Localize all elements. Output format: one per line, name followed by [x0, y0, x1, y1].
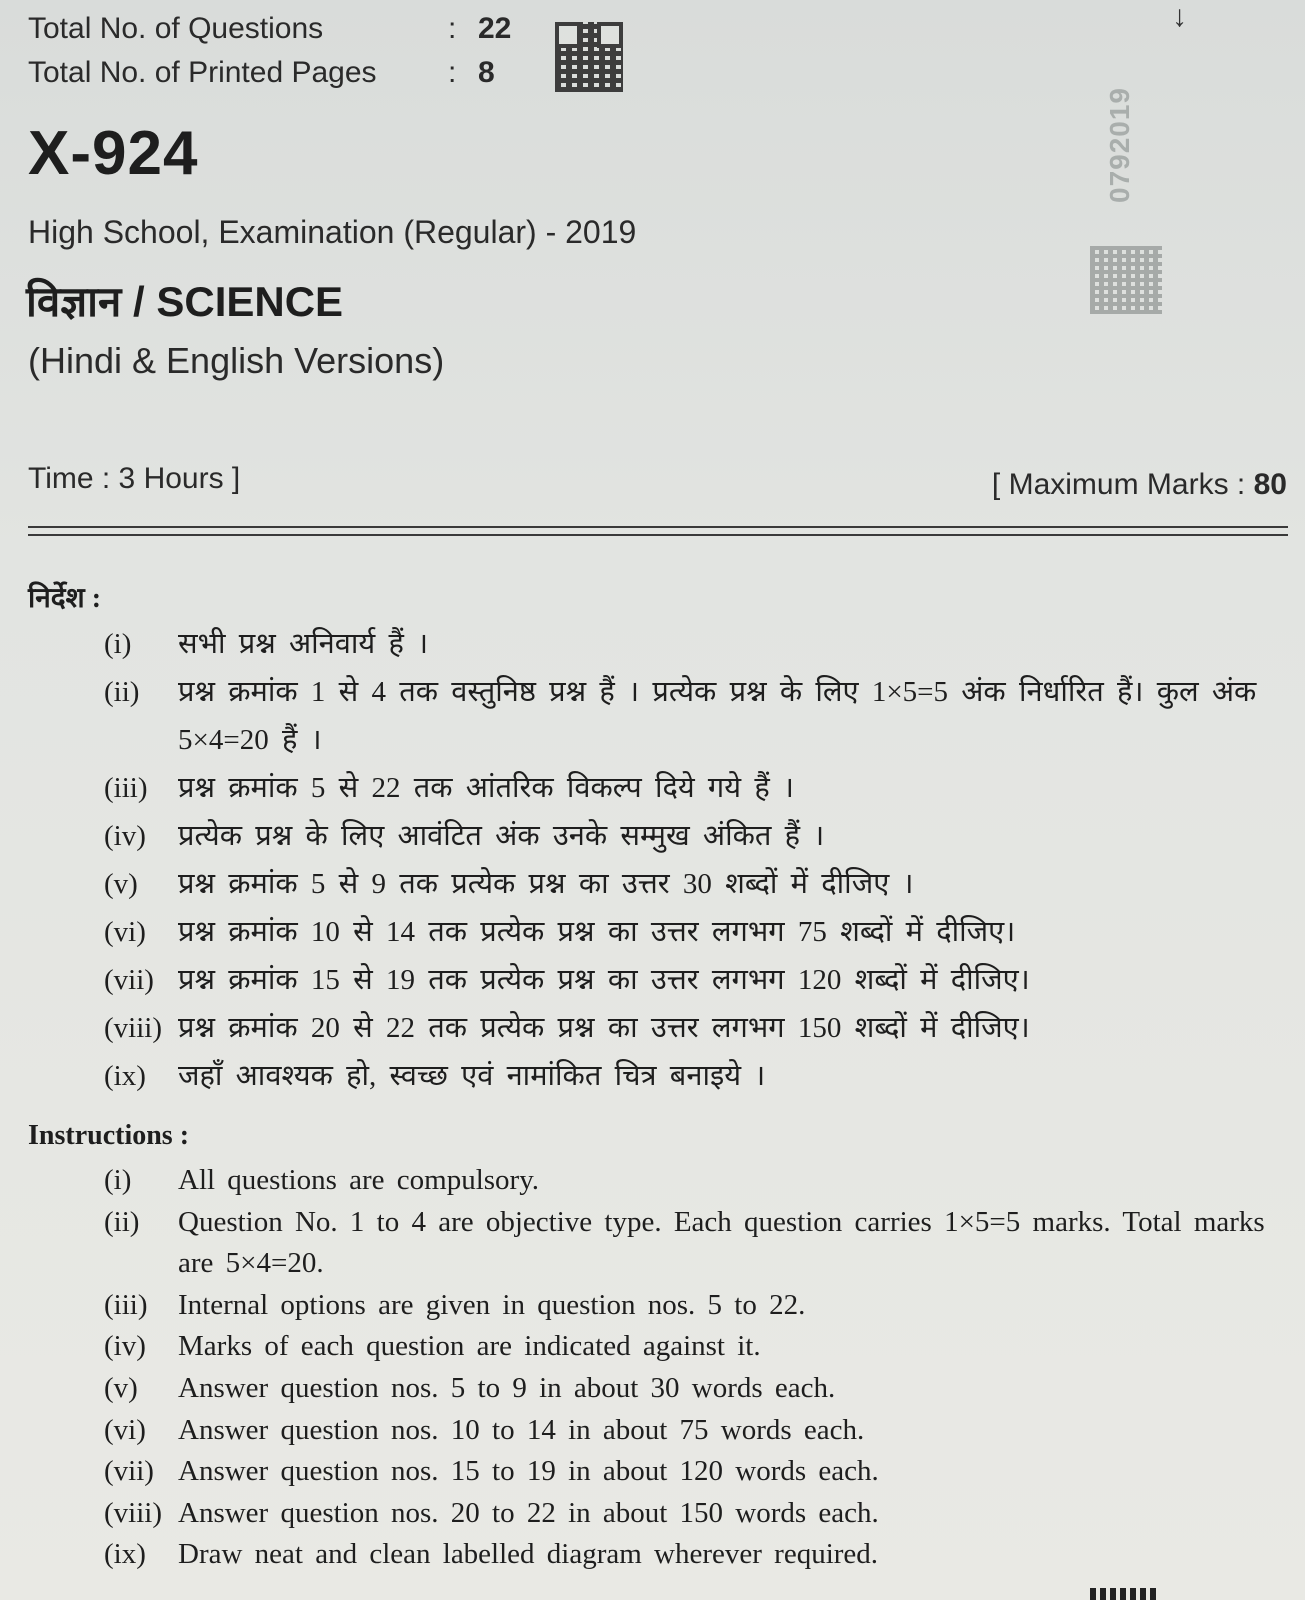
- separator: :: [448, 56, 457, 89]
- exam-title: High School, Examination (Regular) - 2019: [28, 214, 637, 250]
- item-number: (viii): [104, 1496, 162, 1529]
- hindi-instructions-title: निर्देश :: [28, 583, 102, 614]
- list-item: [104, 1368, 1294, 1410]
- item-text: Internal options are given in question nos. 5 to 22.: [178, 1288, 806, 1321]
- item-text: प्रत्येक प्रश्न के लिए आवंटित अंक उनके सम्मुख अंकित हैं ।: [178, 820, 825, 852]
- item-number: (viii): [104, 1012, 162, 1044]
- list-item: [104, 1052, 1294, 1100]
- pages-count-row: [28, 56, 495, 90]
- time-allowed: Time : 3 Hours ]: [28, 462, 241, 495]
- list-item: [104, 956, 1294, 1004]
- item-text: Answer question nos. 10 to 14 in about 75 words each.: [178, 1413, 865, 1446]
- questions-count-row: [28, 12, 511, 46]
- item-text: Answer question nos. 15 to 19 in about 120 words each.: [178, 1455, 879, 1488]
- divider: [28, 526, 1288, 528]
- list-item: [104, 1004, 1294, 1052]
- item-number: (ii): [104, 676, 140, 708]
- divider: [28, 534, 1288, 536]
- list-item: [104, 668, 1294, 764]
- item-number: (ix): [104, 1538, 146, 1571]
- item-number: (iii): [104, 1288, 148, 1321]
- item-number: (iv): [104, 1330, 146, 1363]
- item-text: All questions are compulsory.: [178, 1164, 540, 1196]
- list-item: [104, 1202, 1294, 1285]
- english-instructions-title: Instructions :: [28, 1120, 190, 1151]
- subject-title: विज्ञान / SCIENCE: [26, 278, 344, 325]
- list-item: [104, 1160, 1294, 1202]
- item-number: (v): [104, 1371, 138, 1404]
- item-text: Marks of each question are indicated against it.: [178, 1330, 761, 1363]
- list-item: [104, 1285, 1294, 1327]
- list-item: [104, 620, 1294, 668]
- item-number: (iv): [104, 820, 146, 852]
- list-item: [104, 1410, 1294, 1452]
- arrow-down-icon: ↓: [1172, 0, 1187, 33]
- side-serial-text: 0792019: [1104, 86, 1135, 204]
- item-number: (i): [104, 628, 132, 660]
- item-text: Answer question nos. 20 to 22 in about 150 words each.: [178, 1496, 879, 1529]
- side-serial-code: [1090, 60, 1150, 230]
- item-text: Answer question nos. 5 to 9 in about 30 words each.: [178, 1371, 836, 1404]
- list-item: [104, 1534, 1294, 1576]
- qr-code-icon: [555, 22, 623, 92]
- separator: :: [448, 12, 457, 45]
- item-number: (vi): [104, 916, 146, 948]
- list-item: [104, 1451, 1294, 1493]
- item-text: प्रश्न क्रमांक 20 से 22 तक प्रत्येक प्रश्न का उत्तर लगभग 150 शब्दों में दीजिए।: [178, 1012, 1030, 1044]
- item-number: (v): [104, 868, 138, 900]
- questions-count-label: Total No. of Questions: [28, 12, 324, 45]
- item-text: Draw neat and clean labelled diagram wherever required.: [178, 1538, 879, 1571]
- item-number: (ii): [104, 1205, 140, 1238]
- pages-count-value: 8: [478, 56, 495, 89]
- list-item: [104, 908, 1294, 956]
- hindi-instructions-list: [104, 620, 1294, 1100]
- maximum-marks-value: 80: [1253, 468, 1287, 501]
- list-item: [104, 764, 1294, 812]
- list-item: [104, 1326, 1294, 1368]
- item-number: (ix): [104, 1060, 146, 1092]
- item-number: (vi): [104, 1413, 146, 1446]
- questions-count-value: 22: [478, 12, 512, 45]
- list-item: [104, 860, 1294, 908]
- item-number: (vii): [104, 1455, 154, 1488]
- paper-code: X-924: [28, 119, 199, 188]
- item-number: (vii): [104, 964, 154, 996]
- barcode-icon: [1090, 1588, 1160, 1600]
- versions-label: (Hindi & English Versions): [28, 340, 445, 381]
- list-item: [104, 1493, 1294, 1535]
- item-text: प्रश्न क्रमांक 15 से 19 तक प्रत्येक प्रश्न का उत्तर लगभग 120 शब्दों में दीजिए।: [178, 964, 1030, 996]
- side-barcode-icon: [1090, 246, 1162, 314]
- english-instructions-list: [104, 1160, 1294, 1576]
- item-text: प्रश्न क्रमांक 5 से 9 तक प्रत्येक प्रश्न का उत्तर 30 शब्दों में दीजिए ।: [178, 868, 914, 900]
- pages-count-label: Total No. of Printed Pages: [28, 56, 377, 89]
- item-number: (iii): [104, 772, 148, 804]
- item-text: Question No. 1 to 4 are objective type. Each question carries 1×5=5 marks. Total marks are 5×4=20.: [178, 1205, 1265, 1280]
- item-number: (i): [104, 1164, 132, 1196]
- item-text: प्रश्न क्रमांक 1 से 4 तक वस्तुनिष्ठ प्रश्न हैं । प्रत्येक प्रश्न के लिए 1×5=5 अंक निर्धारित हैं। कुल अंक 5×4=20 हैं ।: [178, 676, 1257, 756]
- maximum-marks-label: [ Maximum Marks :: [991, 468, 1246, 501]
- maximum-marks: [992, 468, 1287, 502]
- item-text: प्रश्न क्रमांक 10 से 14 तक प्रत्येक प्रश्न का उत्तर लगभग 75 शब्दों में दीजिए।: [178, 916, 1016, 948]
- item-text: प्रश्न क्रमांक 5 से 22 तक आंतरिक विकल्प दिये गये हैं ।: [178, 772, 794, 804]
- item-text: जहाँ आवश्यक हो, स्वच्छ एवं नामांकित चित्र बनाइये ।: [178, 1060, 766, 1092]
- item-text: सभी प्रश्न अनिवार्य हैं ।: [178, 628, 429, 660]
- list-item: [104, 812, 1294, 860]
